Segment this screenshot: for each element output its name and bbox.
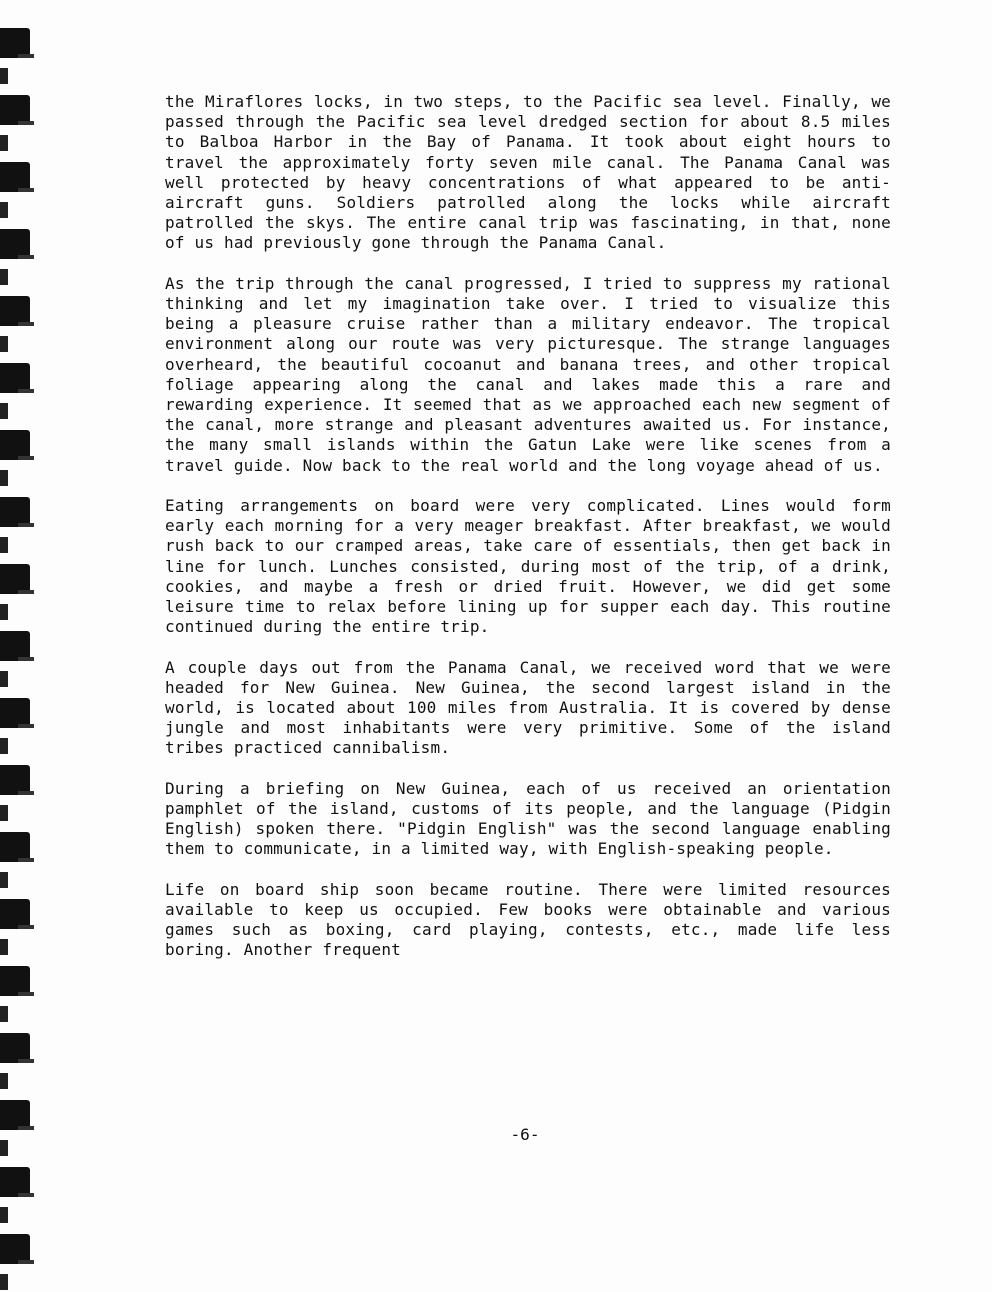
binding-stub	[0, 671, 8, 687]
binding-tab	[0, 765, 30, 795]
binding-tab	[0, 1234, 30, 1264]
binding-stub	[0, 1274, 8, 1290]
binding-tab	[0, 899, 30, 929]
binding-stub	[0, 135, 8, 151]
paragraph-3: Eating arrangements on board were very complicated. Lines would form early each morning for a very meager breakfast. After breakfast, we would rush back to our cramped areas, take care of essentials, then get back in line for lunch. Lunches consisted, during most of the trip, of a drink, cookies, and maybe a fresh or dried fruit. However, we did get some leisure time to relax before lining up for supper each day. This routine continued during the entire trip.	[165, 496, 891, 637]
binding-tab	[0, 229, 30, 259]
paragraph-1: the Miraflores locks, in two steps, to the Pacific sea level. Finally, we passed through the Pacific sea level dredged section for about 8.5 miles to Balboa Harbor in the Bay of Panama. It took about eight hours to travel the approximately forty seven mile canal. The Panama Canal was well protected by heavy concentrations of what appeared to be anti-aircraft guns. Soldiers patrolled along the locks while aircraft patrolled the skys. The entire canal trip was fascinating, in that, none of us had previously gone through the Panama Canal.	[165, 92, 891, 253]
binding-tab	[0, 430, 30, 460]
binding-stub	[0, 872, 8, 888]
binding-tab	[0, 497, 30, 527]
binding-stub	[0, 1073, 8, 1089]
document-body	[165, 92, 891, 981]
paragraph-5: During a briefing on New Guinea, each of us received an orientation pamphlet of the island, customs of its people, and the language (Pidgin English) spoken there. "Pidgin English" was the second language enabling them to communicate, in a limited way, with English-speaking people.	[165, 778, 891, 859]
binding-tab	[0, 1167, 30, 1197]
binding-tab	[0, 564, 30, 594]
binding-stub	[0, 202, 8, 218]
binding-tab	[0, 95, 30, 125]
binding-stub	[0, 1006, 8, 1022]
binding-stub	[0, 68, 8, 84]
binding-tab	[0, 1033, 30, 1063]
spiral-binding	[0, 0, 40, 1292]
binding-stub	[0, 939, 8, 955]
binding-tab	[0, 631, 30, 661]
binding-tab	[0, 296, 30, 326]
binding-tab	[0, 28, 30, 58]
binding-stub	[0, 470, 8, 486]
binding-tab	[0, 966, 30, 996]
binding-stub	[0, 604, 8, 620]
binding-tab	[0, 363, 30, 393]
binding-stub	[0, 336, 8, 352]
paragraph-4: A couple days out from the Panama Canal, we received word that we were headed for New Guinea. New Guinea, the second largest island in the world, is located about 100 miles from Australia. It is covered by dense jungle and most inhabitants were very primitive. Some of the island tribes practiced cannibalism.	[165, 657, 891, 758]
binding-stub	[0, 738, 8, 754]
binding-stub	[0, 1207, 8, 1223]
binding-stub	[0, 403, 8, 419]
paragraph-2: As the trip through the canal progressed, I tried to suppress my rational thinking and let my imagination take over. I tried to visualize this being a pleasure cruise rather than a military endeavor. The tropical environment along our route was very picturesque. The strange languages overheard, the beautiful cocoanut and banana trees, and other tropical foliage appearing along the canal and lakes made this a rare and rewarding experience. It seemed that as we approached each new segment of the canal, more strange and pleasant adventures awaited us. For instance, the many small islands within the Gatun Lake were like scenes from a travel guide. Now back to the real world and the long voyage ahead of us.	[165, 273, 891, 475]
binding-stub	[0, 805, 8, 821]
binding-tab	[0, 162, 30, 192]
page-number: -6-	[510, 1125, 540, 1144]
binding-stub	[0, 537, 8, 553]
binding-tab	[0, 698, 30, 728]
paragraph-6: Life on board ship soon became routine. There were limited resources available to keep us occupied. Few books were obtainable and various games such as boxing, card playing, contests, etc., made life less boring. Another frequent	[165, 879, 891, 960]
binding-stub	[0, 269, 8, 285]
binding-tab	[0, 832, 30, 862]
